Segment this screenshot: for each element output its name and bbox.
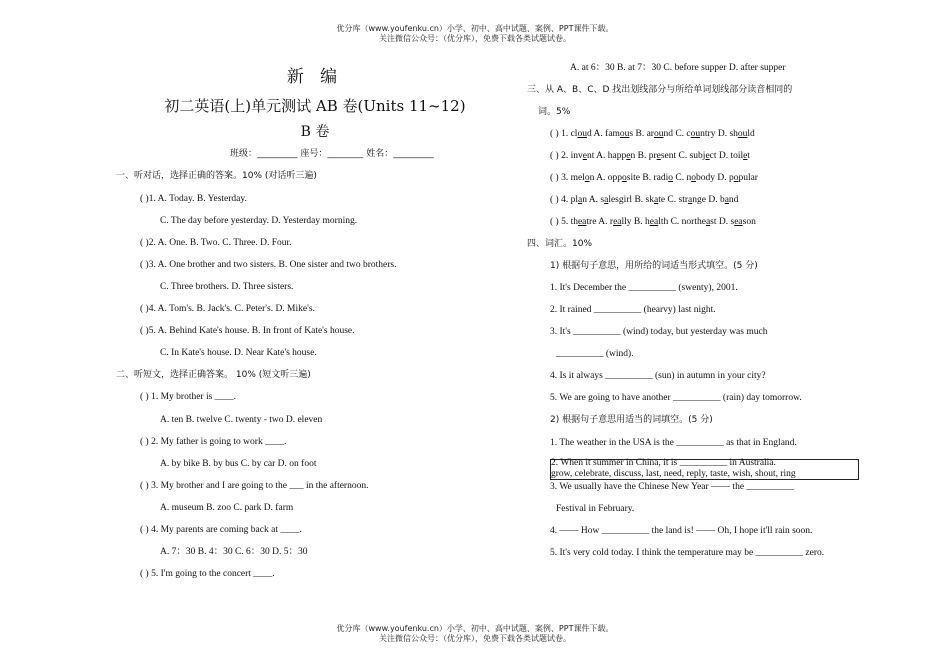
s4-part1-line: __________ (wind). <box>556 349 634 359</box>
s4-part2-line: 5. It's very cold today. I think the temperature may be __________ zero. <box>550 548 825 558</box>
s1-line: ( )1. A. Today. B. Yesterday. <box>140 194 247 204</box>
s3-item: ( ) 1. cloud A. famous B. around C. country D. should <box>550 129 755 139</box>
s2-line: A. 7：30 B. 4：30 C. 6：30 D. 5：30 <box>160 547 308 557</box>
section1-heading: 一、听对话，选择正确的答案。10% (对话听三遍) <box>116 171 317 181</box>
s4-part2-line: 4. —— How __________ the land is! —— Oh, I hope it'll rain soon. <box>550 526 813 536</box>
page-header <box>0 24 950 44</box>
section3-heading: 三、从 A、B、C、D 找出划线部分与所给单词划线部分读音相同的 <box>527 85 793 95</box>
s2-line: A. by bike B. by bus C. by car D. on foot <box>160 459 317 469</box>
s1-line: C. Three brothers. D. Three sisters. <box>160 282 294 292</box>
s4-part1-line: 4. Is it always __________ (sun) in autumn in your city? <box>550 371 766 381</box>
s4-part1-line: 3. It's __________ (wind) today, but yesterday was much <box>550 327 768 337</box>
word-bank-text: grow, celebrate, discuss, last, need, reply, taste, wish, shout, ring <box>551 469 796 479</box>
s2-line: ( ) 5. I'm going to the concert ____. <box>140 569 275 579</box>
header-line-1: 优分库（www.youfenku.cn）小学、初中、高中试题、案例、PPT课件下载。 <box>336 24 614 33</box>
s3-item: ( ) 2. invent A. happen B. present C. subject D. toilet <box>550 151 751 161</box>
s4-part1-line: 2. It rained __________ (hearvy) last night. <box>550 305 716 315</box>
section2-heading: 二、听短文，选择正确答案。 10% (短文听三遍) <box>116 370 311 380</box>
title-sub: 初二英语(上)单元测试 AB 卷(Units 11~12) <box>164 97 466 115</box>
s4-part1-line: 5. We are going to have another __________ (rain) day tomorrow. <box>550 393 802 403</box>
s3-item: ( ) 4. plan A. salesgirl B. skate C. strange D. band <box>550 195 739 205</box>
section4-heading: 四、词汇。10% <box>527 239 593 249</box>
s4-part2-line: 3. We usually have the Chinese New Year —— the __________ <box>550 482 794 492</box>
page-footer <box>0 624 950 644</box>
s2-line: ( ) 2. My father is going to work ____. <box>140 437 287 447</box>
s4-part2-line: 2. When it summer in China, it is __________ in Australia. <box>551 458 776 468</box>
s3-item: ( ) 5. theatre A. really B. health C. northeast D. season <box>550 217 756 227</box>
s2-line: A. ten B. twelve C. twenty - two D. eleven <box>160 415 323 425</box>
s1-line: ( )5. A. Behind Kate's house. B. In front of Kate's house. <box>140 326 355 336</box>
footer-line-2: 关注微信公众号：（优分库），免费下载各类试题试卷。 <box>379 634 571 643</box>
s1-line: ( )2. A. One. B. Two. C. Three. D. Four. <box>140 238 292 248</box>
title-main: 新 编 <box>286 67 344 86</box>
s2-line: A. museum B. zoo C. park D. farm <box>160 503 294 513</box>
section4-part1-heading: 1) 根据句子意思，用所给的词适当形式填空。(5 分) <box>550 261 758 271</box>
footer-line-1: 优分库（www.youfenku.cn）小学、初中、高中试题、案例、PPT课件下载。 <box>336 624 614 633</box>
header-line-2: 关注微信公众号：（优分库），免费下载各类试题试卷。 <box>379 34 571 43</box>
s2-line: ( ) 3. My brother and I are going to the ___ in the afternoon. <box>140 481 369 491</box>
s4-part1-line: 1. It's December the __________ (swenty), 2001. <box>550 283 738 293</box>
s2-continued-options: A. at 6：30 B. at 7：30 C. before supper D. after supper <box>570 63 786 73</box>
s2-line: ( ) 4. My parents are coming back at ____. <box>140 525 302 535</box>
student-info-line: 班级：_________ 座号：________ 姓名：_________ <box>230 149 434 159</box>
s4-part2-line: Festival in February. <box>556 504 635 514</box>
s1-line: ( )3. A. One brother and two sisters. B. One sister and two brothers. <box>140 260 397 270</box>
s1-line: C. In Kate's house. D. Near Kate's house. <box>160 348 317 358</box>
s1-line: C. The day before yesterday. D. Yesterday morning. <box>160 216 358 226</box>
s2-line: ( ) 1. My brother is ____. <box>140 392 237 402</box>
s4-part2-line: 1. The weather in the USA is the __________ as that in England. <box>550 438 797 448</box>
title-paper: B 卷 <box>300 124 330 140</box>
section3-heading-cont: 词。5% <box>538 107 571 117</box>
s1-line: ( )4. A. Tom's. B. Jack's. C. Peter's. D. Mike's. <box>140 304 315 314</box>
s3-item: ( ) 3. melon A. opposite B. radio C. nobody D. popular <box>550 173 758 183</box>
section4-part2-heading: 2) 根据句子意思用适当的词填空。(5 分) <box>550 415 713 425</box>
